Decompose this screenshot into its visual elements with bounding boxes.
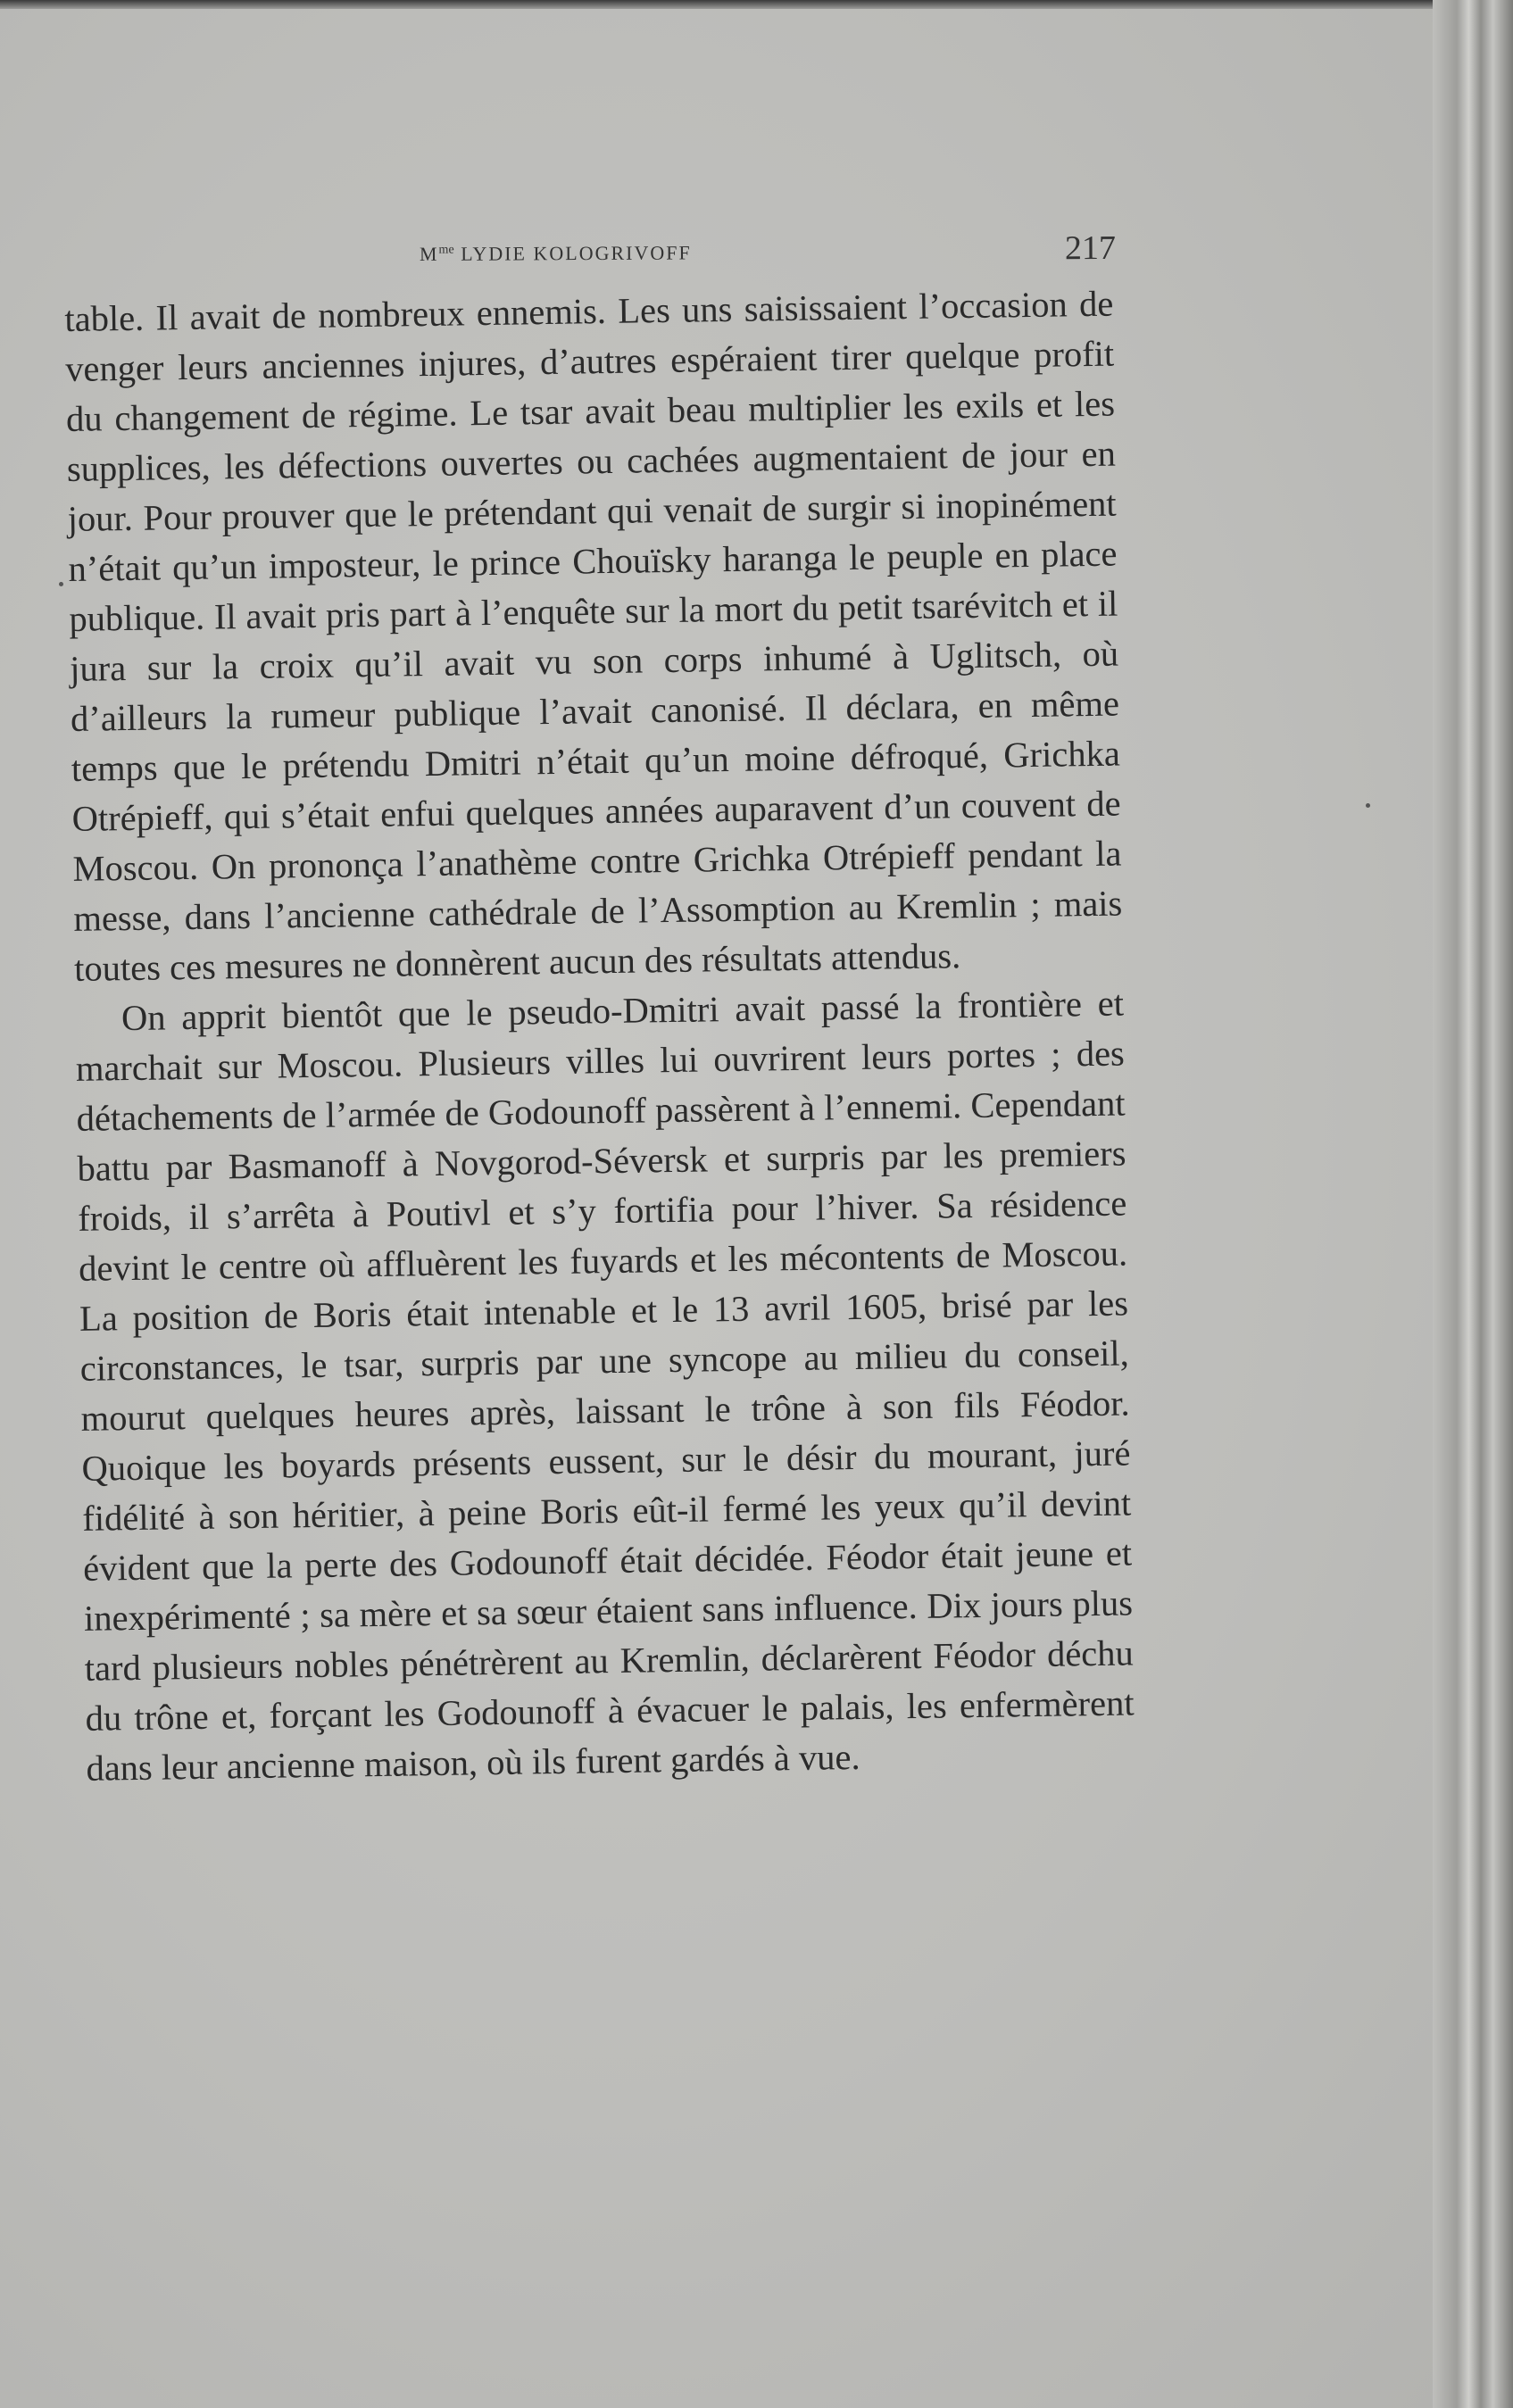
page-number: 217	[1064, 228, 1117, 268]
body-text	[64, 279, 1135, 1794]
running-header	[420, 228, 1116, 277]
running-head-author	[420, 241, 692, 266]
author-name: LYDIE KOLOGRIVOFF	[453, 241, 692, 265]
print-speck	[59, 582, 63, 586]
paragraph-1: table. Il avait de nombreux ennemis. Les uns saisissaient l’occasion de venger leurs anciennes injures, d’autres espéraient tirer quelque profit du changement de régime. Le tsar avait beau multiplier les exils et les supplices, les défections ouvertes ou cachées augmentaient de jour en jour. Pour prouver que le prétendant qui venait de surgir si inopinément n’était qu’un imposteur, le prince Chouïsky haranga le peuple en place publique. Il avait pris part à l’enquête sur la mort du petit tsarévitch et il jura sur la croix qu’il avait vu son corps inhumé à Uglitsch, où d’ailleurs la rumeur publique l’avait canonisé. Il déclara, en même temps que le prétendu Dmitri n’était qu’un moine défroqué, Grichka Otrépieff, qui s’était enfui quelques années auparavent d’un couvent de Moscou. On prononça l’anathème contre Grichka Otrépieff pendant la messe, dans l’ancienne cathédrale de l’Assomption au Kremlin ; mais toutes ces mesures ne donnèrent aucun des résultats attendus.	[64, 283, 1123, 989]
author-prefix-superscript: me	[438, 243, 454, 257]
paragraph-2: On apprit bientôt que le pseudo-Dmitri avait passé la frontière et marchait sur Moscou. Plusieurs villes lui ouvrirent leurs portes ; des détachements de l’armée de Godounoff passèrent à l’ennemi. Cependant battu par Basmanoff à Novgorod-Séversk et surpris par les premiers froids, il s’arrêta à Poutivl et s’y fortifia pour l’hiver. Sa résidence devint le centre où affluèrent les fuyards et les mécontents de Moscou. La position de Boris était intenable et le 13 avril 1605, brisé par les circonstances, le tsar, surpris par une syncope au milieu du conseil, mourut quelques heures après, laissant le trône à son fils Féodor. Quoique les boyards présents eussent, sur le désir du mourant, juré fidélité à son héritier, à peine Boris eût-il fermé les yeux qu’il devint évident que la perte des Godounoff était décidée. Féodor était jeune et inexpérimenté ; sa mère et sa sœur étaient sans influence. Dix jours plus tard plusieurs nobles pénétrèrent au Kremlin, déclarèrent Féodor déchu du trône et, forçant les Godounoff à évacuer le palais, les enfermèrent dans leur ancienne maison, où ils furent gardés à vue.	[75, 983, 1135, 1789]
print-speck	[1366, 803, 1370, 808]
book-fore-edge	[1433, 0, 1513, 2408]
author-prefix: M	[419, 242, 439, 266]
